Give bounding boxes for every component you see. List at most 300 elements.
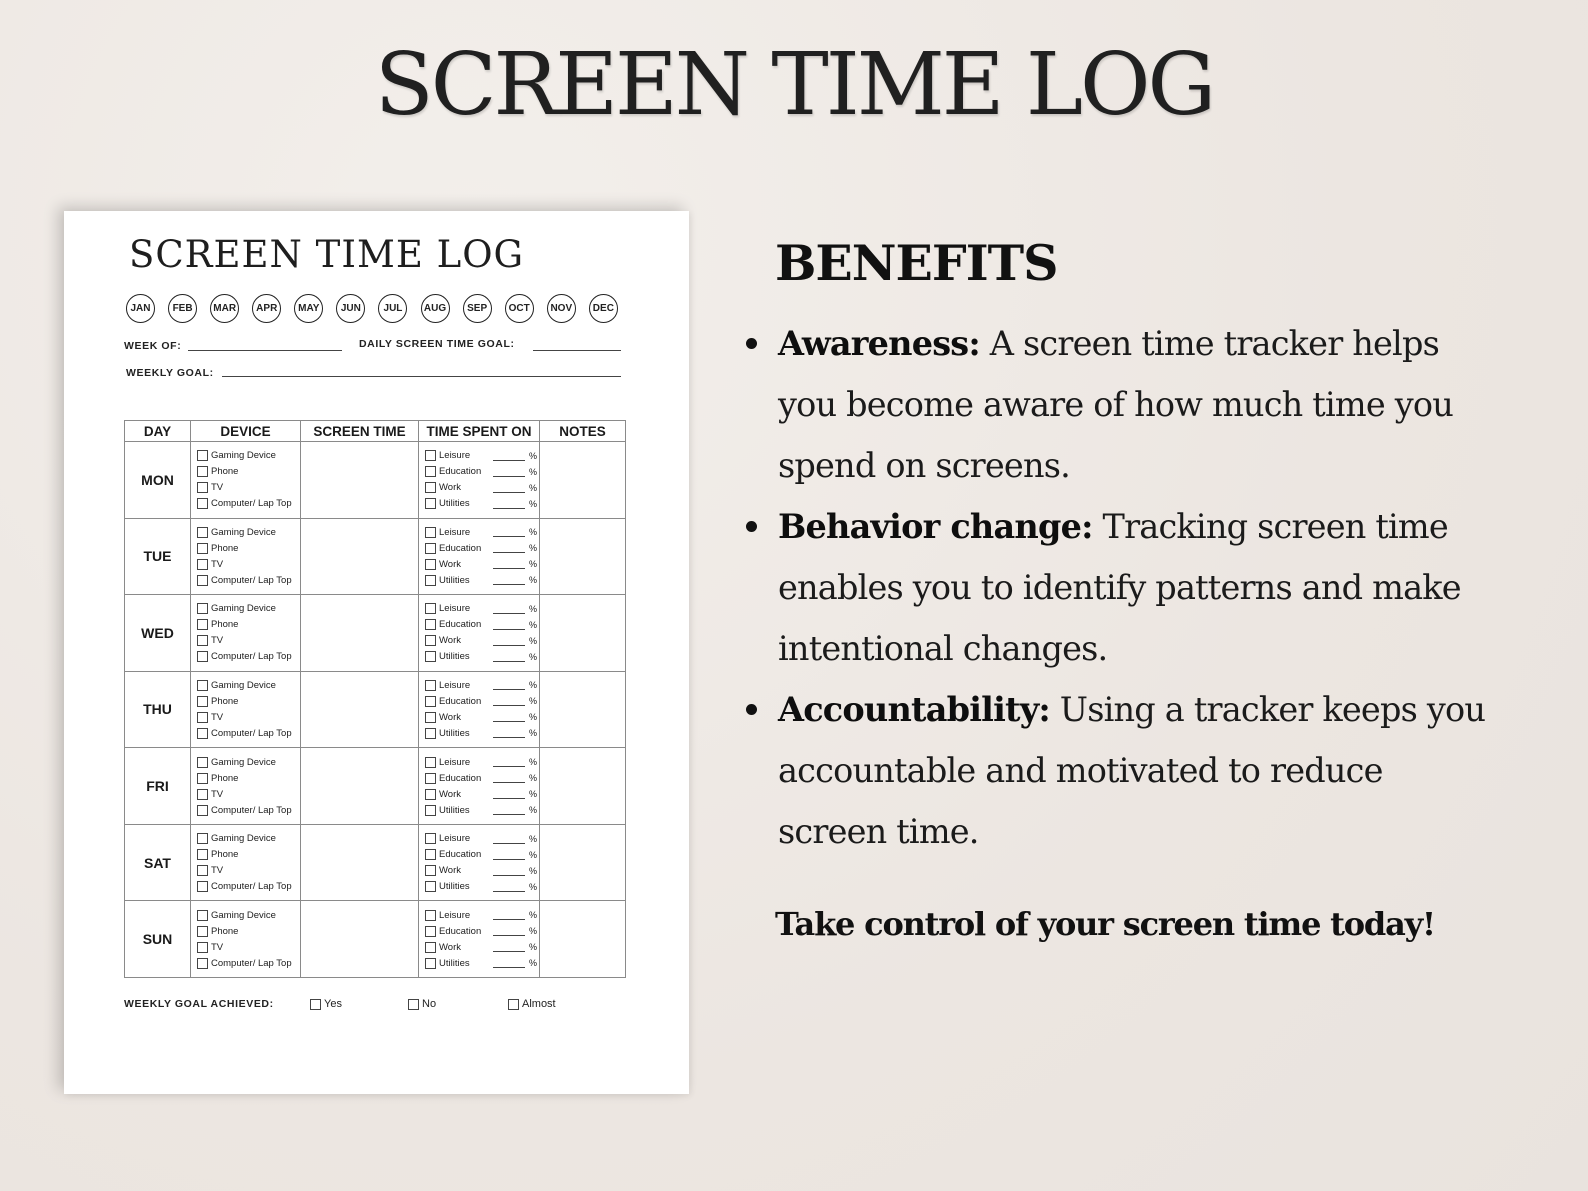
percent-field[interactable] <box>493 866 525 876</box>
device-option[interactable] <box>197 465 300 479</box>
checkbox[interactable] <box>197 450 208 461</box>
checkbox[interactable] <box>197 651 208 662</box>
device-label: Phone <box>211 925 239 937</box>
category-label: Work <box>439 941 461 953</box>
device-label: Phone <box>211 619 239 631</box>
month-circle[interactable]: SEP <box>463 294 492 323</box>
category-label: Utilities <box>439 498 470 510</box>
percent-field[interactable] <box>493 789 525 799</box>
device-cell <box>191 442 301 519</box>
percent-sign: % <box>529 559 538 570</box>
screen-time-cell[interactable] <box>301 901 419 978</box>
checkbox[interactable] <box>425 958 436 969</box>
category-option[interactable] <box>425 650 539 664</box>
device-cell <box>191 824 301 901</box>
checkbox[interactable] <box>425 559 436 570</box>
device-cell <box>191 901 301 978</box>
percent-field[interactable] <box>493 910 525 920</box>
device-label: Gaming Device <box>211 526 276 538</box>
percent-sign: % <box>529 789 538 800</box>
device-label: Phone <box>211 695 239 707</box>
percent-field[interactable] <box>493 499 525 509</box>
table-row <box>125 442 626 519</box>
percent-sign: % <box>529 680 538 691</box>
page-title: SCREEN TIME LOG <box>374 35 1214 135</box>
percent-sign: % <box>529 881 538 892</box>
category-option[interactable] <box>425 755 539 769</box>
screen-time-cell[interactable] <box>301 442 419 519</box>
checkbox[interactable] <box>425 910 436 921</box>
checkbox[interactable] <box>425 651 436 662</box>
category-label: Utilities <box>439 957 470 969</box>
device-cell <box>191 671 301 748</box>
notes-cell[interactable] <box>540 442 626 519</box>
notes-cell[interactable] <box>540 901 626 978</box>
device-option[interactable] <box>197 449 300 463</box>
checkbox[interactable] <box>425 926 436 937</box>
month-circle[interactable]: JUN <box>336 294 365 323</box>
benefit-text: A screen time tracker helps you become aware of how much time you spend on screens. <box>778 324 1453 485</box>
percent-sign: % <box>529 942 538 953</box>
checkbox[interactable] <box>197 635 208 646</box>
category-option[interactable] <box>425 541 539 555</box>
category-option[interactable] <box>425 573 539 587</box>
notes-cell[interactable] <box>540 824 626 901</box>
checkbox[interactable] <box>425 728 436 739</box>
checkbox[interactable] <box>425 712 436 723</box>
device-label: Phone <box>211 542 239 554</box>
checkbox[interactable] <box>425 865 436 876</box>
device-option[interactable] <box>197 908 300 922</box>
checkbox[interactable] <box>197 680 208 691</box>
device-label: TV <box>211 482 224 494</box>
checkbox[interactable] <box>425 757 436 768</box>
checkbox[interactable] <box>425 680 436 691</box>
device-option[interactable] <box>197 710 300 724</box>
percent-sign: % <box>529 619 538 630</box>
percent-field[interactable] <box>493 712 525 722</box>
category-option[interactable] <box>425 634 539 648</box>
category-option[interactable] <box>425 832 539 846</box>
time-spent-cell <box>419 595 540 672</box>
percent-field[interactable] <box>493 527 525 537</box>
device-label: Phone <box>211 466 239 478</box>
category-option[interactable] <box>425 678 539 692</box>
device-label: Computer/ Lap Top <box>211 498 292 510</box>
percent-sign: % <box>529 773 538 784</box>
device-label: Computer/ Lap Top <box>211 727 292 739</box>
device-label: TV <box>211 558 224 570</box>
goal-option-almost[interactable] <box>508 998 556 1010</box>
screen-time-cell[interactable] <box>301 824 419 901</box>
category-option[interactable] <box>425 602 539 616</box>
percent-sign: % <box>529 712 538 723</box>
percent-sign: % <box>529 805 538 816</box>
device-label: TV <box>211 635 224 647</box>
category-option[interactable] <box>425 557 539 571</box>
checkbox[interactable] <box>197 958 208 969</box>
category-option[interactable] <box>425 803 539 817</box>
category-label: Work <box>439 788 461 800</box>
checkbox[interactable] <box>425 789 436 800</box>
percent-sign: % <box>529 849 538 860</box>
table-header-row <box>125 421 626 442</box>
device-label: Computer/ Lap Top <box>211 881 292 893</box>
daily-goal-label: DAILY SCREEN TIME GOAL: <box>359 338 515 350</box>
notes-cell[interactable] <box>540 518 626 595</box>
percent-sign: % <box>529 651 538 662</box>
percent-field[interactable] <box>493 620 525 630</box>
screen-time-cell[interactable] <box>301 595 419 672</box>
percent-field[interactable] <box>493 926 525 936</box>
checkbox[interactable] <box>197 466 208 477</box>
month-circle[interactable]: MAR <box>210 294 239 323</box>
category-option[interactable] <box>425 787 539 801</box>
category-option[interactable] <box>425 449 539 463</box>
device-option[interactable] <box>197 602 300 616</box>
benefit-term: Awareness: <box>778 324 980 363</box>
percent-sign: % <box>529 466 538 477</box>
column-header: SCREEN TIME <box>301 421 419 442</box>
checkbox[interactable] <box>197 575 208 586</box>
day-cell: MON <box>125 442 191 519</box>
goal-option-yes[interactable] <box>310 998 342 1010</box>
checkbox[interactable] <box>425 603 436 614</box>
percent-sign: % <box>529 910 538 921</box>
device-option[interactable] <box>197 803 300 817</box>
category-label: Utilities <box>439 881 470 893</box>
checkbox[interactable] <box>197 498 208 509</box>
category-label: Leisure <box>439 679 471 691</box>
device-label: Phone <box>211 849 239 861</box>
month-circle[interactable]: DEC <box>589 294 618 323</box>
percent-sign: % <box>529 757 538 768</box>
benefit-text: Tracking screen time enables you to identify patterns and make intentional changes. <box>778 507 1461 668</box>
device-label: Computer/ Lap Top <box>211 957 292 969</box>
table-row <box>125 595 626 672</box>
month-circle[interactable]: APR <box>252 294 281 323</box>
device-label: TV <box>211 788 224 800</box>
category-option[interactable] <box>425 771 539 785</box>
screen-time-cell[interactable] <box>301 518 419 595</box>
percent-sign: % <box>529 926 538 937</box>
device-label: Computer/ Lap Top <box>211 574 292 586</box>
checkbox[interactable] <box>425 450 436 461</box>
percent-sign: % <box>529 865 538 876</box>
category-option[interactable] <box>425 710 539 724</box>
notes-cell[interactable] <box>540 671 626 748</box>
notes-cell[interactable] <box>540 748 626 825</box>
percent-field[interactable] <box>493 942 525 952</box>
day-cell: SAT <box>125 824 191 901</box>
device-option[interactable] <box>197 726 300 740</box>
device-option[interactable] <box>197 924 300 938</box>
category-option[interactable] <box>425 908 539 922</box>
category-label: Education <box>439 772 482 784</box>
checkbox[interactable] <box>425 619 436 630</box>
checkbox[interactable] <box>310 999 321 1010</box>
checkbox[interactable] <box>197 865 208 876</box>
call-to-action: Take control of your screen time today! <box>775 905 1435 943</box>
checkbox[interactable] <box>197 833 208 844</box>
table-row <box>125 748 626 825</box>
percent-field[interactable] <box>493 757 525 767</box>
device-cell <box>191 518 301 595</box>
time-spent-cell <box>419 442 540 519</box>
sheet-title: SCREEN TIME LOG <box>129 233 525 276</box>
week-of-field[interactable] <box>188 350 342 351</box>
category-label: Education <box>439 542 482 554</box>
percent-field[interactable] <box>493 483 525 493</box>
month-circle[interactable]: OCT <box>505 294 534 323</box>
device-cell <box>191 595 301 672</box>
category-label: Leisure <box>439 526 471 538</box>
device-label: Gaming Device <box>211 679 276 691</box>
checkbox[interactable] <box>508 999 519 1010</box>
category-label: Leisure <box>439 603 471 615</box>
device-option[interactable] <box>197 618 300 632</box>
device-option[interactable] <box>197 497 300 511</box>
checkbox[interactable] <box>197 527 208 538</box>
percent-field[interactable] <box>493 773 525 783</box>
percent-sign: % <box>529 958 538 969</box>
percent-sign: % <box>529 498 538 509</box>
day-cell: FRI <box>125 748 191 825</box>
category-option[interactable] <box>425 694 539 708</box>
checkbox[interactable] <box>197 805 208 816</box>
weekly-goal-achieved <box>124 998 625 1012</box>
screen-time-table <box>124 420 626 978</box>
percent-field[interactable] <box>493 451 525 461</box>
weekly-goal-label: WEEKLY GOAL: <box>126 367 214 379</box>
category-option[interactable] <box>425 618 539 632</box>
percent-field[interactable] <box>493 834 525 844</box>
category-label: Utilities <box>439 727 470 739</box>
printable-sheet <box>64 211 689 1094</box>
time-spent-cell <box>419 518 540 595</box>
device-label: Gaming Device <box>211 603 276 615</box>
category-option[interactable] <box>425 924 539 938</box>
device-option[interactable] <box>197 864 300 878</box>
checkbox[interactable] <box>425 466 436 477</box>
category-option[interactable] <box>425 465 539 479</box>
device-label: Computer/ Lap Top <box>211 804 292 816</box>
checkbox[interactable] <box>425 543 436 554</box>
checkbox[interactable] <box>425 773 436 784</box>
percent-sign: % <box>529 543 538 554</box>
screen-time-cell[interactable] <box>301 748 419 825</box>
checkbox[interactable] <box>197 696 208 707</box>
device-option[interactable] <box>197 634 300 648</box>
checkbox[interactable] <box>425 482 436 493</box>
category-label: Leisure <box>439 833 471 845</box>
checkbox[interactable] <box>408 999 419 1010</box>
category-label: Education <box>439 695 482 707</box>
goal-option-no[interactable] <box>408 998 436 1010</box>
percent-field[interactable] <box>493 728 525 738</box>
category-option[interactable] <box>425 497 539 511</box>
month-circle[interactable]: JUL <box>378 294 407 323</box>
column-header: DAY <box>125 421 191 442</box>
option-label: Almost <box>522 998 556 1010</box>
percent-field[interactable] <box>493 636 525 646</box>
checkbox[interactable] <box>197 881 208 892</box>
time-spent-cell <box>419 824 540 901</box>
device-option[interactable] <box>197 481 300 495</box>
table-row <box>125 824 626 901</box>
benefit-text: Using a tracker keeps you accountable and motivated to reduce screen time. <box>778 690 1486 851</box>
time-spent-cell <box>419 901 540 978</box>
table-row <box>125 671 626 748</box>
device-option[interactable] <box>197 557 300 571</box>
benefits-title: BENEFITS <box>775 234 1058 292</box>
category-label: Work <box>439 865 461 877</box>
week-of-label: WEEK OF: <box>124 340 182 352</box>
checkbox[interactable] <box>197 482 208 493</box>
device-cell <box>191 748 301 825</box>
checkbox[interactable] <box>197 559 208 570</box>
weekly-goal-field[interactable] <box>222 376 621 377</box>
day-cell: THU <box>125 671 191 748</box>
percent-field[interactable] <box>493 604 525 614</box>
device-option[interactable] <box>197 755 300 769</box>
device-label: Gaming Device <box>211 450 276 462</box>
device-option[interactable] <box>197 832 300 846</box>
percent-sign: % <box>529 527 538 538</box>
month-circle[interactable]: NOV <box>547 294 576 323</box>
checkbox[interactable] <box>197 603 208 614</box>
device-option[interactable] <box>197 525 300 539</box>
device-label: Gaming Device <box>211 833 276 845</box>
category-label: Work <box>439 635 461 647</box>
checkbox[interactable] <box>197 543 208 554</box>
percent-field[interactable] <box>493 680 525 690</box>
device-label: Computer/ Lap Top <box>211 651 292 663</box>
category-option[interactable] <box>425 940 539 954</box>
category-option[interactable] <box>425 525 539 539</box>
checkbox[interactable] <box>197 910 208 921</box>
category-option[interactable] <box>425 864 539 878</box>
checkbox[interactable] <box>197 789 208 800</box>
percent-field[interactable] <box>493 696 525 706</box>
percent-field[interactable] <box>493 850 525 860</box>
device-option[interactable] <box>197 880 300 894</box>
percent-sign: % <box>529 603 538 614</box>
percent-sign: % <box>529 728 538 739</box>
checkbox[interactable] <box>197 712 208 723</box>
month-circle[interactable]: FEB <box>168 294 197 323</box>
device-label: TV <box>211 941 224 953</box>
category-label: Work <box>439 711 461 723</box>
notes-cell[interactable] <box>540 595 626 672</box>
category-option[interactable] <box>425 726 539 740</box>
day-cell: SUN <box>125 901 191 978</box>
device-option[interactable] <box>197 573 300 587</box>
checkbox[interactable] <box>425 881 436 892</box>
device-label: TV <box>211 711 224 723</box>
device-label: Gaming Device <box>211 756 276 768</box>
percent-field[interactable] <box>493 559 525 569</box>
checkbox[interactable] <box>425 805 436 816</box>
percent-field[interactable] <box>493 467 525 477</box>
device-option[interactable] <box>197 956 300 970</box>
table-row <box>125 901 626 978</box>
screen-time-cell[interactable] <box>301 671 419 748</box>
percent-sign: % <box>529 696 538 707</box>
percent-field[interactable] <box>493 958 525 968</box>
time-spent-cell <box>419 671 540 748</box>
category-label: Education <box>439 849 482 861</box>
device-option[interactable] <box>197 694 300 708</box>
checkbox[interactable] <box>197 849 208 860</box>
device-option[interactable] <box>197 650 300 664</box>
category-option[interactable] <box>425 880 539 894</box>
device-option[interactable] <box>197 771 300 785</box>
category-label: Work <box>439 558 461 570</box>
month-circle[interactable]: JAN <box>126 294 155 323</box>
month-circle[interactable]: AUG <box>421 294 450 323</box>
percent-field[interactable] <box>493 543 525 553</box>
category-label: Education <box>439 466 482 478</box>
checkbox[interactable] <box>425 498 436 509</box>
checkbox[interactable] <box>197 728 208 739</box>
column-header: NOTES <box>540 421 626 442</box>
checkbox[interactable] <box>197 942 208 953</box>
checkbox[interactable] <box>425 833 436 844</box>
checkbox[interactable] <box>197 757 208 768</box>
benefit-item <box>746 496 1486 679</box>
percent-field[interactable] <box>493 652 525 662</box>
percent-field[interactable] <box>493 805 525 815</box>
device-option[interactable] <box>197 848 300 862</box>
checkbox[interactable] <box>425 849 436 860</box>
daily-goal-field[interactable] <box>533 350 621 351</box>
category-label: Leisure <box>439 909 471 921</box>
month-selector <box>126 294 618 323</box>
benefits-list <box>746 313 1486 862</box>
checkbox[interactable] <box>197 619 208 630</box>
benefit-item <box>746 313 1486 496</box>
percent-field[interactable] <box>493 575 525 585</box>
checkbox[interactable] <box>425 527 436 538</box>
device-option[interactable] <box>197 940 300 954</box>
benefit-term: Accountability: <box>778 690 1050 729</box>
column-header: DEVICE <box>191 421 301 442</box>
checkbox[interactable] <box>425 635 436 646</box>
device-option[interactable] <box>197 541 300 555</box>
percent-field[interactable] <box>493 882 525 892</box>
benefit-item <box>746 679 1486 862</box>
checkbox[interactable] <box>425 575 436 586</box>
checkbox[interactable] <box>197 926 208 937</box>
percent-sign: % <box>529 482 538 493</box>
benefit-term: Behavior change: <box>778 507 1093 546</box>
category-label: Work <box>439 482 461 494</box>
category-label: Leisure <box>439 450 471 462</box>
device-option[interactable] <box>197 787 300 801</box>
checkbox[interactable] <box>425 696 436 707</box>
device-option[interactable] <box>197 678 300 692</box>
category-option[interactable] <box>425 956 539 970</box>
day-cell: WED <box>125 595 191 672</box>
checkbox[interactable] <box>425 942 436 953</box>
category-option[interactable] <box>425 848 539 862</box>
month-circle[interactable]: MAY <box>294 294 323 323</box>
category-label: Utilities <box>439 651 470 663</box>
percent-sign: % <box>529 575 538 586</box>
checkbox[interactable] <box>197 773 208 784</box>
category-option[interactable] <box>425 481 539 495</box>
